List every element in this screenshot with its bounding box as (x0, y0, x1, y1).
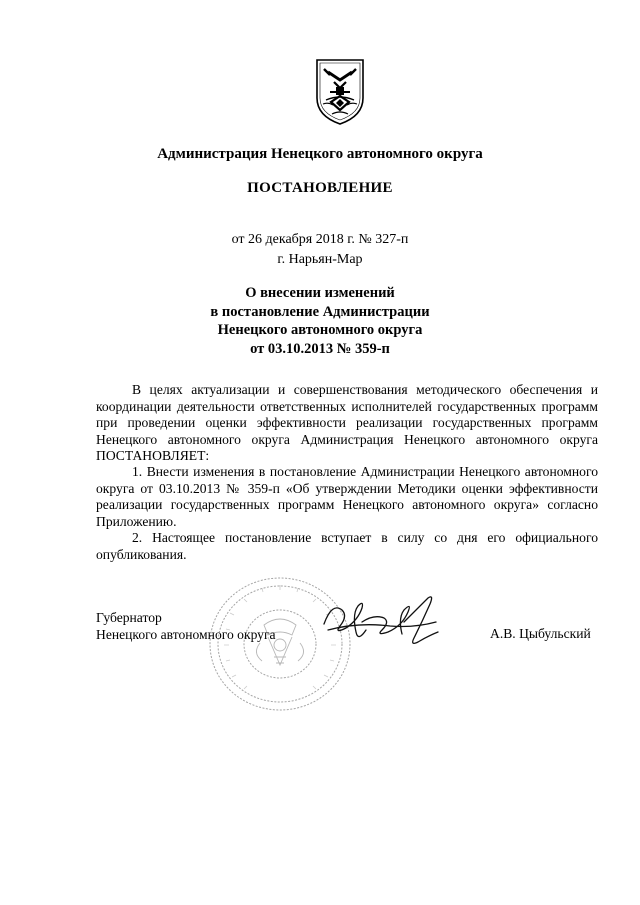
subject-line: от 03.10.2013 № 359-п (250, 340, 390, 357)
subject-line: О внесении изменений (245, 285, 395, 301)
signatory-role-line: Ненецкого автономного округа (96, 627, 276, 642)
clause-1-paragraph: 1. Внести изменения в постановление Администрации Ненецкого автономного округа от 03.10.2013 № 359-п «Об утверждении Методики оценки эффективности реализации государственных программ Ненецкого автономного округа» согласно Приложению. (96, 464, 598, 529)
organization-title: Администрация Ненецкого автономного округа (157, 146, 483, 162)
coat-of-arms-icon (314, 58, 366, 126)
subject-line: Ненецкого автономного округа (217, 322, 423, 338)
subject-line: в постановление Администрации (210, 303, 430, 320)
signatory-role-line: Губернатор (96, 610, 162, 625)
document-city: г. Нарьян-Мар (277, 252, 363, 267)
preamble-paragraph: В целях актуализации и совершенствования методического обеспечения и координации деятельности ответственных исполнителей государственных программ при проведении оценки эффективности реализации государственных программ Ненецкого автономного округа Администрация Ненецкого автономного округа ПОСТАНОВЛЯЕТ: (96, 382, 598, 464)
document-subject (0, 284, 640, 358)
document-type: ПОСТАНОВЛЕНИЕ (247, 180, 393, 196)
clause-2-paragraph: 2. Настоящее постановление вступает в силу со дня его официального опубликования. (96, 530, 598, 562)
signatory-role (96, 609, 276, 643)
handwritten-signature-icon (318, 592, 444, 648)
document-date-number: от 26 декабря 2018 г. № 327-п (231, 232, 409, 247)
signatory-name: А.В. Цыбульский (490, 626, 591, 641)
